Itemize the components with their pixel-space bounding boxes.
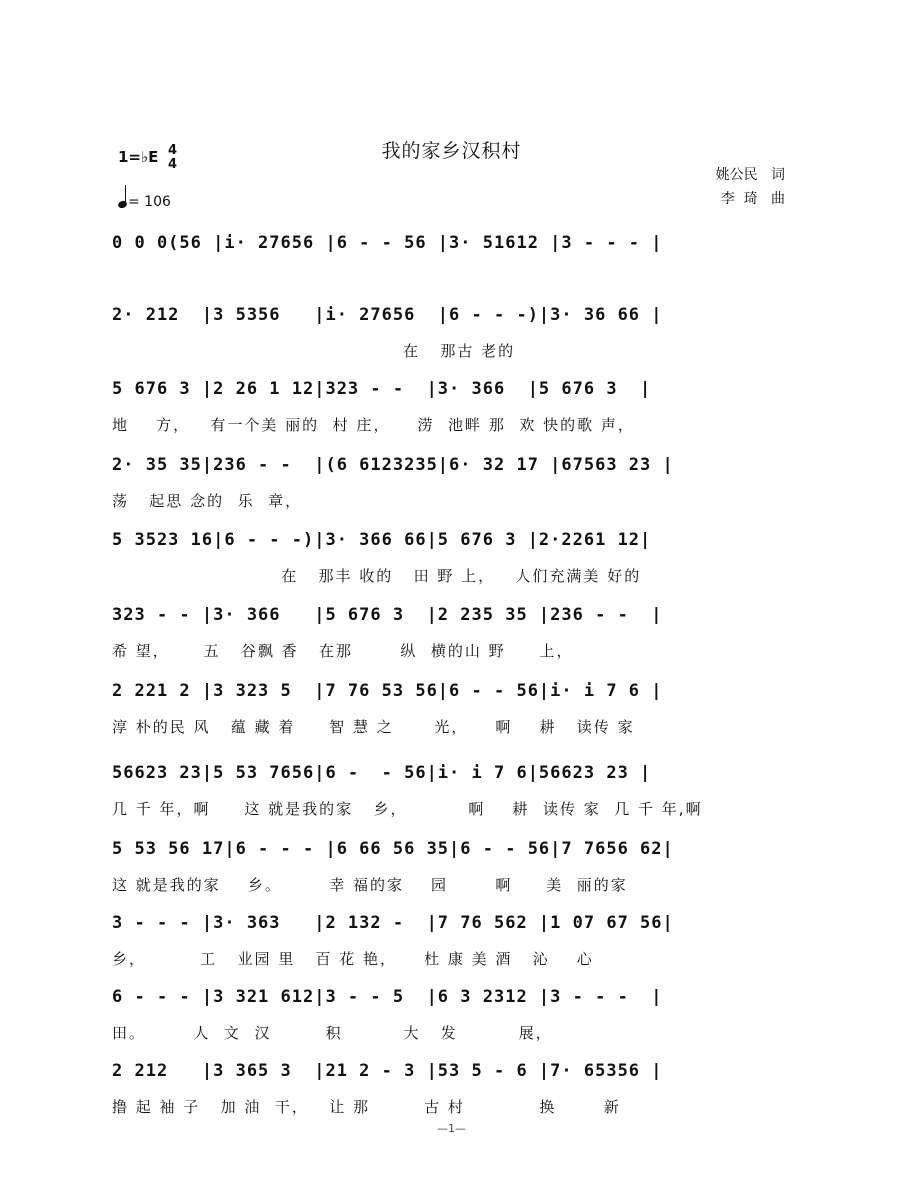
lyric-line: 希 望， 五 谷飘 香 在那 纵 横的山 野 上， (112, 642, 574, 660)
time-signature-top: 4 (168, 143, 178, 158)
lyric-line: 撸 起 袖 子 加 油 干， 让 那 古 村 换 新 (112, 1098, 621, 1116)
lyricist-credit: 姚公民 词 (715, 167, 785, 183)
notation-line: 3 - - - |3· 363 |2 132 - |7 76 562 |1 07 67 56| (112, 913, 674, 933)
notation-line: 6 - - - |3 321 612|3 - - 5 |6 3 2312 |3 - - - | (112, 987, 663, 1007)
notation-line: 0 0 0(56 |i· 27656 |6 - - 56 |3· 51612 |3 - - - | (112, 233, 663, 253)
lyric-line: 这 就是我的家 乡。 幸 福的家 园 啊 美 丽的家 (112, 876, 628, 894)
notation-line: 5 53 56 17|6 - - - |6 66 56 35|6 - - 56|7 7656 62| (112, 839, 674, 859)
lyric-line: 地 方， 有一个美 丽的 村 庄， 涝 池畔 那 欢 快的歌 声， (112, 416, 635, 434)
composer-credit: 李 琦 曲 (720, 191, 785, 207)
lyric-line: 荡 起思 念的 乐 章， (112, 492, 303, 510)
key-signature: 1=♭E (118, 148, 159, 166)
lyric-line: 在 那古 老的 (112, 342, 516, 360)
notation-line: 56623 23|5 53 7656|6 - - 56|i· i 7 6|56623 23 | (112, 763, 652, 783)
time-signature (168, 144, 177, 172)
lyric-line: 淳 朴的民 风 蕴 藏 着 智 慧 之 光， 啊 耕 读传 家 (112, 718, 635, 736)
song-title: 我的家乡汉积村 (381, 140, 522, 162)
tempo-value: = 106 (128, 194, 171, 210)
notation-line: 2· 212 |3 5356 |i· 27656 |6 - - -)|3· 36 66 | (112, 305, 663, 325)
page-number: —1— (437, 1122, 466, 1135)
notation-line: 5 3523 16|6 - - -)|3· 366 66|5 676 3 |2·2261 12| (112, 530, 652, 550)
lyric-line: 几 千 年，啊 这 就是我的家 乡， 啊 耕 读传 家 几 千 年,啊 (112, 800, 703, 818)
notation-line: 2· 35 35|236 - - |(6 6123235|6· 32 17 |67563 23 | (112, 455, 674, 475)
quarter-note-icon (117, 200, 128, 210)
lyric-line: 在 那丰 收的 田 野 上， 人们充满美 好的 (112, 567, 642, 585)
notation-line: 2 212 |3 365 3 |21 2 - 3 |53 5 - 6 |7· 65356 | (112, 1061, 663, 1081)
lyric-line: 乡， 工 业园 里 百 花 艳， 杜 康 美 酒 沁 心 (112, 950, 594, 968)
notation-line: 323 - - |3· 366 |5 676 3 |2 235 35 |236 - - | (112, 605, 663, 625)
note-stem (125, 185, 126, 203)
time-signature-bottom: 4 (168, 157, 178, 172)
lyric-line: 田。 人 文 汉 积 大 发 展， (112, 1024, 553, 1042)
tempo-marking (118, 188, 171, 210)
notation-line: 5 676 3 |2 26 1 12|323 - - |3· 366 |5 676 3 | (112, 379, 652, 399)
lyric-line (112, 268, 790, 290)
notation-line: 2 221 2 |3 323 5 |7 76 53 56|6 - - 56|i· i 7 6 | (112, 681, 663, 701)
